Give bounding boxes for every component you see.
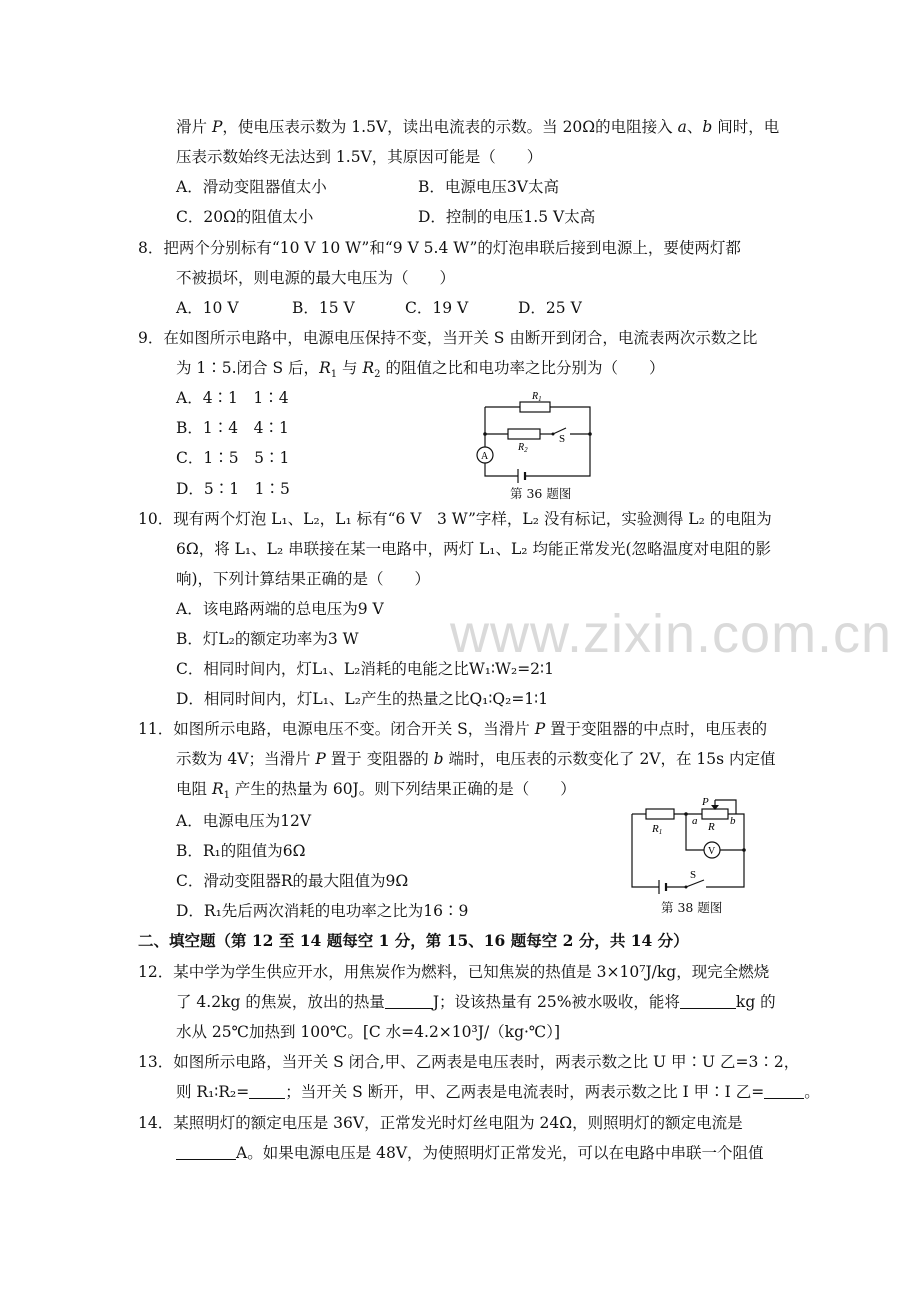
q7-line1: 滑片 P，使电压表示数为 1.5V，读出电流表的示数。当 20Ω的电阻接入 a、b 间时，电 [176, 118, 780, 136]
q8-option-d[interactable]: D．25 V [518, 299, 582, 317]
q9-fig-ammeter-label: A [481, 451, 489, 462]
q10-line2: 6Ω，将 L₁、L₂ 串联接在某一电路中，两灯 L₁、L₂ 均能正常发光(忽略温度对电阻的影 [176, 540, 771, 558]
q12-line1: 12．某中学为学生供应开水，用焦炭作为燃料，已知焦炭的热值是 3×10⁷J/kg，现完全燃烧 [138, 963, 770, 981]
q12-line2: 了 4.2kg 的焦炭，放出的热量 J；设该热量有 25%被水吸收，能将 kg 的 [176, 993, 776, 1011]
q11-circuit-diagram [624, 792, 764, 894]
q11-fig-slider-label: P [702, 796, 709, 808]
q10-option-b[interactable]: B．灯L₂的额定功率为3 W [176, 630, 359, 648]
q9-line1: 9．在如图所示电路中，电源电压保持不变，当开关 S 由断开到闭合，电流表两次示数之比 [138, 329, 758, 347]
q8-option-c[interactable]: C．19 V [405, 299, 469, 317]
q11-fig-r1-label: R1 [652, 823, 663, 836]
q9-figure-caption: 第 36 题图 [510, 486, 572, 501]
q8-option-a[interactable]: A．10 V [176, 299, 239, 317]
q11-fig-a-label: a [692, 815, 698, 827]
q11-figure-caption: 第 38 题图 [661, 900, 723, 915]
q14-line1: 14．某照明灯的额定电压是 36V，正常发光时灯丝电阻为 24Ω，则照明灯的额定电流是 [138, 1114, 743, 1132]
q10-line1: 10．现有两个灯泡 L₁、L₂，L₁ 标有“6 V 3 W”字样，L₂ 没有标记，实验测得 L₂ 的电阻为 [138, 510, 772, 528]
q11-fig-r-label: R [708, 821, 715, 833]
q9-fig-r2-label: $R_2$ [518, 442, 528, 454]
q9-option-c[interactable]: C．1∶5 5∶1 [176, 449, 290, 467]
q11-line1: 11．如图所示电路，电源电压不变。闭合开关 S，当滑片 P 置于变阻器的中点时，电压表的 [138, 720, 768, 738]
q9-option-b[interactable]: B．1∶4 4∶1 [176, 419, 289, 437]
q11-line2: 示数为 4V；当滑片 P 置于 变阻器的 b 端时，电压表的示数变化了 2V，在 15s 内定值 [176, 750, 776, 768]
q14-line2: A。如果电源电压是 48V，为使照明灯正常发光，可以在电路中串联一个阻值 [176, 1142, 764, 1164]
q12-line3: 水从 25℃加热到 100℃。[C 水=4.2×10³J/（kg·℃）] [176, 1023, 561, 1041]
q9-fig-r1-label: $R_1$ [532, 391, 542, 403]
q13-blank-ratio-r[interactable] [249, 1082, 285, 1099]
q8-line1: 8．把两个分别标有“10 V 10 W”和“9 V 5.4 W”的灯泡串联后接到电源上，要使两灯都 [138, 239, 741, 257]
q13-line1: 13．如图所示电路，当开关 S 闭合,甲、乙两表是电压表时，两表示数之比 U 甲∶U 乙=3∶2， [138, 1053, 800, 1071]
q9-option-a[interactable]: A．4∶1 1∶4 [176, 389, 289, 407]
q8-option-b[interactable]: B．15 V [292, 299, 355, 317]
q11-option-b[interactable]: B．R₁的阻值为6Ω [176, 842, 306, 860]
q7-option-b[interactable]: B．电源电压3V太高 [418, 178, 559, 196]
q9-line2: 为 1∶5.闭合 S 后，$R_1$ 与 $R_2$ 的阻值之比和电功率之比分别为（ ） [176, 359, 665, 381]
q7-option-c[interactable]: C．20Ω的阻值太小 [176, 208, 314, 226]
q13-blank-ratio-i[interactable] [764, 1082, 804, 1099]
q11-line3: 电阻 $R_1$ 产生的热量为 60J。则下列结果正确的是（ ） [176, 780, 576, 802]
q7-option-d[interactable]: D．控制的电压1.5 V太高 [418, 208, 596, 226]
q11-option-d[interactable]: D．R₁先后两次消耗的电功率之比为16∶9 [176, 902, 469, 920]
q11-fig-b-label: b [730, 815, 736, 827]
q8-line2: 不被损坏，则电源的最大电压为（ ） [176, 269, 456, 287]
q13-line2: 则 R₁∶R₂= ；当开关 S 断开，甲、乙两表是电流表时，两表示数之比 I 甲∶I 乙= 。 [176, 1083, 820, 1101]
q10-option-a[interactable]: A．该电路两端的总电压为9 V [176, 600, 384, 618]
q10-line3: 响)，下列计算结果正确的是（ ） [176, 570, 431, 588]
q7-line2: 压表示数始终无法达到 1.5V，其原因可能是（ ） [176, 148, 543, 166]
q7-option-a[interactable]: A．滑动变阻器值太小 [176, 178, 327, 196]
q14-blank-current[interactable] [176, 1143, 236, 1160]
q11-fig-voltmeter-label: V [708, 846, 716, 857]
watermark: www.zixin.com.cn [450, 604, 893, 664]
q12-blank-mass[interactable] [680, 992, 736, 1009]
q11-fig-switch-label: S [690, 869, 697, 881]
q9-fig-switch-label: S [559, 433, 566, 445]
q9-option-d[interactable]: D．5∶1 1∶5 [176, 480, 290, 498]
q10-option-d[interactable]: D．相同时间内，灯L₁、L₂产生的热量之比Q₁∶Q₂=1∶1 [176, 690, 549, 708]
section-2-title: 二、填空题（第 12 至 14 题每空 1 分，第 15、16 题每空 2 分，共 14 分） [138, 931, 689, 950]
q12-blank-heat[interactable] [385, 992, 433, 1009]
q10-option-c[interactable]: C．相同时间内，灯L₁、L₂消耗的电能之比W₁∶W₂=2∶1 [176, 660, 554, 678]
q11-option-a[interactable]: A．电源电压为12V [176, 812, 312, 830]
q9-circuit-diagram [470, 385, 610, 485]
q11-option-c[interactable]: C．滑动变阻器R的最大阻值为9Ω [176, 872, 409, 890]
